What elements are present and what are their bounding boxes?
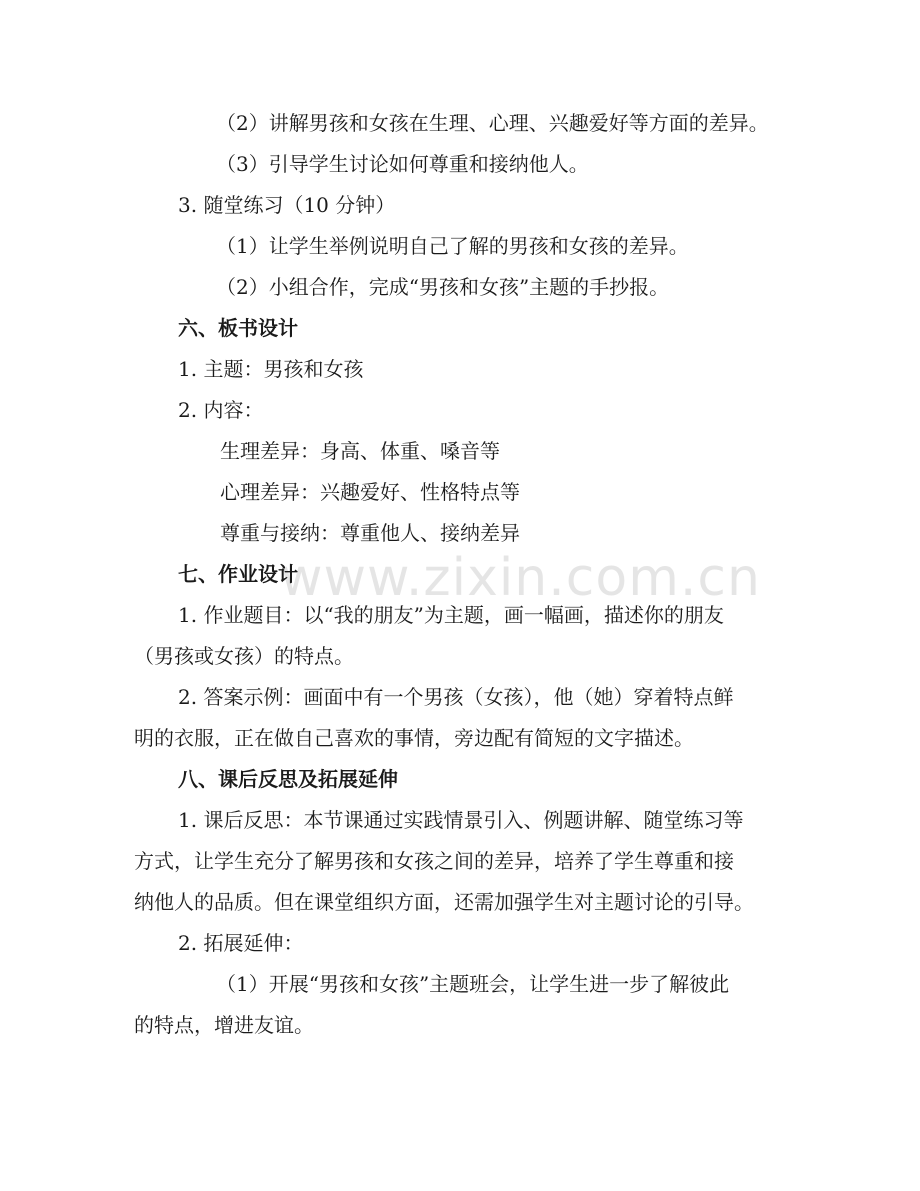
paragraph-line: 明的衣服，正在做自己喜欢的事情，旁边配有简短的文字描述。 xyxy=(134,726,694,750)
board-content-line: 尊重与接纳：尊重他人、接纳差异 xyxy=(220,521,520,545)
paragraph-line: 1. 作业题目：以“我的朋友”为主题，画一幅画，描述你的朋友 xyxy=(178,603,724,627)
paragraph-line: 1. 课后反思：本节课通过实践情景引入、例题讲解、随堂练习等 xyxy=(178,808,744,832)
paragraph-line: （2）讲解男孩和女孩在生理、心理、兴趣爱好等方面的差异。 xyxy=(216,111,769,135)
paragraph-line: 方式，让学生充分了解男孩和女孩之间的差异，培养了学生尊重和接 xyxy=(134,849,734,873)
paragraph-line: 纳他人的品质。但在课堂组织方面，还需加强学生对主题讨论的引导。 xyxy=(134,890,754,914)
section-heading: 七、作业设计 xyxy=(178,562,298,586)
paragraph-line: （1）开展“男孩和女孩”主题班会，让学生进一步了解彼此 xyxy=(216,972,730,996)
list-item: 2. 内容： xyxy=(178,398,264,422)
paragraph-line: （3）引导学生讨论如何尊重和接纳他人。 xyxy=(216,152,589,176)
paragraph-line: 2. 答案示例：画面中有一个男孩（女孩），他（她）穿着特点鲜 xyxy=(178,685,734,709)
paragraph-line: （2）小组合作，完成“男孩和女孩”主题的手抄报。 xyxy=(216,275,670,299)
board-content-line: 生理差异：身高、体重、嗓音等 xyxy=(220,439,500,463)
watermark: www.zixin.com.cn xyxy=(280,548,761,608)
section-heading: 八、课后反思及拓展延伸 xyxy=(178,767,398,791)
list-item: 2. 拓展延伸： xyxy=(178,931,304,955)
list-item: 3. 随堂练习（10 分钟） xyxy=(178,193,396,217)
list-item: 1. 主题：男孩和女孩 xyxy=(178,357,364,381)
paragraph-line: （1）让学生举例说明自己了解的男孩和女孩的差异。 xyxy=(216,234,689,258)
section-heading: 六、板书设计 xyxy=(178,316,298,340)
board-content-line: 心理差异：兴趣爱好、性格特点等 xyxy=(220,480,520,504)
paragraph-line: 的特点，增进友谊。 xyxy=(134,1013,314,1037)
paragraph-line: （男孩或女孩）的特点。 xyxy=(134,644,354,668)
